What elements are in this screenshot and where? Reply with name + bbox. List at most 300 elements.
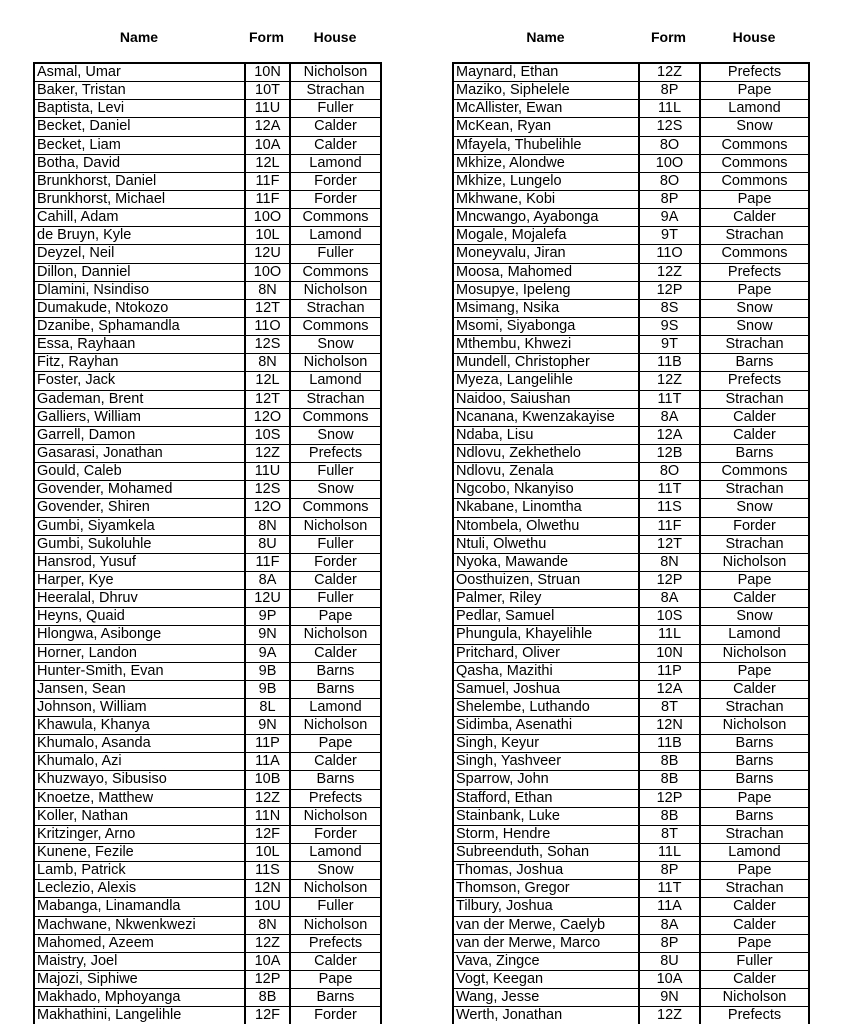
- house-cell: Barns: [699, 735, 808, 752]
- table-row: [454, 264, 808, 282]
- table-row: [454, 82, 808, 100]
- form-cell: 9A: [638, 209, 699, 226]
- student-name-cell: Phungula, Khayelihle: [456, 626, 593, 643]
- student-name-cell: Dzanibe, Sphamandla: [37, 317, 180, 334]
- form-cell: 12N: [244, 880, 289, 897]
- form-cell: 10B: [244, 771, 289, 788]
- student-name-cell: Makhathini, Langelihle: [37, 1007, 182, 1024]
- form-cell: 12P: [638, 790, 699, 807]
- form-cell: 8O: [638, 137, 699, 154]
- form-cell: 8O: [638, 463, 699, 480]
- house-cell: Commons: [289, 499, 380, 516]
- table-row: [454, 917, 808, 935]
- form-cell: 11O: [638, 245, 699, 262]
- house-cell: Calder: [289, 572, 380, 589]
- form-cell: 10S: [638, 608, 699, 625]
- house-cell: Commons: [699, 245, 808, 262]
- student-name-cell: Knoetze, Matthew: [37, 789, 154, 806]
- table-row: [35, 626, 380, 644]
- house-cell: Snow: [289, 336, 380, 353]
- column-header-form: Form: [249, 29, 284, 45]
- house-cell: Prefects: [289, 445, 380, 462]
- house-cell: Strachan: [289, 82, 380, 99]
- form-cell: 12S: [638, 118, 699, 135]
- house-cell: Nicholson: [699, 717, 808, 734]
- student-name-cell: Gumbi, Sukoluhle: [37, 535, 152, 552]
- table-row: [454, 518, 808, 536]
- form-cell: 8B: [638, 753, 699, 770]
- student-name-cell: Thomson, Gregor: [456, 880, 570, 897]
- table-row: [35, 155, 380, 173]
- house-cell: Calder: [699, 409, 808, 426]
- student-name-cell: Sidimba, Asenathi: [456, 717, 573, 734]
- house-cell: Pape: [699, 935, 808, 952]
- house-cell: Calder: [699, 209, 808, 226]
- form-cell: 12Z: [638, 264, 699, 281]
- form-cell: 11L: [638, 100, 699, 117]
- form-cell: 11B: [638, 735, 699, 752]
- student-name-cell: Hansrod, Yusuf: [37, 553, 136, 570]
- house-cell: Forder: [289, 1007, 380, 1024]
- table-row: [454, 427, 808, 445]
- form-cell: 12B: [638, 445, 699, 462]
- student-name-cell: Myeza, Langelihle: [456, 372, 573, 389]
- form-cell: 12F: [244, 826, 289, 843]
- form-cell: 11B: [638, 354, 699, 371]
- house-cell: Nicholson: [289, 626, 380, 643]
- table-row: [35, 645, 380, 663]
- student-name-cell: Botha, David: [37, 154, 121, 171]
- student-name-cell: Msomi, Siyabonga: [456, 317, 576, 334]
- student-name-cell: Mkhize, Alondwe: [456, 154, 565, 171]
- student-name-cell: Koller, Nathan: [37, 807, 129, 824]
- house-cell: Strachan: [699, 336, 808, 353]
- house-cell: Barns: [289, 663, 380, 680]
- house-cell: Barns: [289, 681, 380, 698]
- student-name-cell: Moosa, Mahomed: [456, 263, 573, 280]
- student-name-cell: Stafford, Ethan: [456, 789, 553, 806]
- student-name-cell: Makhado, Mphoyanga: [37, 989, 181, 1006]
- table-row: [454, 499, 808, 517]
- form-cell: 12S: [244, 336, 289, 353]
- form-cell: 12T: [244, 300, 289, 317]
- form-cell: 12P: [244, 971, 289, 988]
- table-row: [454, 735, 808, 753]
- form-cell: 10N: [244, 64, 289, 81]
- table-row: [454, 1007, 808, 1024]
- house-cell: Commons: [289, 264, 380, 281]
- house-cell: Nicholson: [289, 64, 380, 81]
- student-name-cell: Mabanga, Linamandla: [37, 898, 181, 915]
- form-cell: 8P: [638, 862, 699, 879]
- house-cell: Snow: [699, 608, 808, 625]
- table-row: [35, 173, 380, 191]
- house-cell: Prefects: [699, 1007, 808, 1024]
- student-name-cell: Nkabane, Linomtha: [456, 499, 582, 516]
- house-cell: Fuller: [289, 590, 380, 607]
- column-header-form: Form: [651, 29, 686, 45]
- table-row: [454, 118, 808, 136]
- form-cell: 9T: [638, 336, 699, 353]
- table-row: [35, 590, 380, 608]
- form-cell: 8N: [244, 518, 289, 535]
- student-name-cell: Foster, Jack: [37, 372, 116, 389]
- house-cell: Nicholson: [289, 917, 380, 934]
- house-cell: Nicholson: [699, 645, 808, 662]
- table-row: [454, 409, 808, 427]
- student-name-cell: Ntuli, Olwethu: [456, 535, 547, 552]
- form-cell: 11T: [638, 391, 699, 408]
- student-name-cell: Harper, Kye: [37, 571, 114, 588]
- student-name-cell: Jansen, Sean: [37, 680, 126, 697]
- house-cell: Nicholson: [289, 880, 380, 897]
- student-name-cell: Samuel, Joshua: [456, 680, 560, 697]
- house-cell: Calder: [699, 681, 808, 698]
- form-cell: 8T: [638, 699, 699, 716]
- table-row: [35, 282, 380, 300]
- table-row: [454, 626, 808, 644]
- student-name-cell: van der Merwe, Marco: [456, 934, 601, 951]
- table-row: [35, 880, 380, 898]
- student-name-cell: Brunkhorst, Michael: [37, 190, 166, 207]
- table-row: [35, 808, 380, 826]
- house-cell: Commons: [289, 318, 380, 335]
- table-row: [35, 935, 380, 953]
- table-row: [35, 790, 380, 808]
- table-row: [35, 554, 380, 572]
- left-table-header: [34, 28, 381, 46]
- student-name-cell: Johnson, William: [37, 698, 147, 715]
- form-cell: 9T: [638, 227, 699, 244]
- house-cell: Commons: [699, 463, 808, 480]
- house-cell: Calder: [289, 118, 380, 135]
- house-cell: Lamond: [289, 227, 380, 244]
- table-row: [35, 336, 380, 354]
- student-name-cell: van der Merwe, Caelyb: [456, 916, 606, 933]
- form-cell: 8B: [244, 989, 289, 1006]
- form-cell: 12S: [244, 481, 289, 498]
- table-row: [35, 264, 380, 282]
- table-row: [454, 336, 808, 354]
- form-cell: 8A: [638, 590, 699, 607]
- form-cell: 8N: [244, 282, 289, 299]
- table-row: [454, 608, 808, 626]
- house-cell: Prefects: [699, 64, 808, 81]
- house-cell: Barns: [699, 771, 808, 788]
- table-row: [35, 681, 380, 699]
- house-cell: Calder: [289, 137, 380, 154]
- house-cell: Commons: [699, 137, 808, 154]
- form-cell: 12Z: [244, 935, 289, 952]
- house-cell: Lamond: [289, 155, 380, 172]
- house-cell: Fuller: [289, 898, 380, 915]
- student-name-cell: Singh, Yashveer: [456, 753, 562, 770]
- student-name-cell: Garrell, Damon: [37, 426, 136, 443]
- student-name-cell: Ntombela, Olwethu: [456, 517, 580, 534]
- house-cell: Barns: [699, 445, 808, 462]
- table-row: [35, 245, 380, 263]
- student-name-cell: Ndaba, Lisu: [456, 426, 534, 443]
- form-cell: 8P: [638, 935, 699, 952]
- table-row: [35, 699, 380, 717]
- student-name-cell: Sparrow, John: [456, 771, 549, 788]
- house-cell: Snow: [289, 481, 380, 498]
- form-cell: 9A: [244, 645, 289, 662]
- table-row: [454, 155, 808, 173]
- student-name-cell: Vogt, Keegan: [456, 971, 544, 988]
- house-cell: Forder: [289, 554, 380, 571]
- house-cell: Snow: [289, 427, 380, 444]
- student-name-cell: Ncanana, Kwenzakayise: [456, 408, 615, 425]
- student-name-cell: Gumbi, Siyamkela: [37, 517, 155, 534]
- form-cell: 10L: [244, 844, 289, 861]
- table-row: [35, 100, 380, 118]
- table-row: [454, 463, 808, 481]
- house-cell: Lamond: [289, 844, 380, 861]
- house-cell: Strachan: [289, 300, 380, 317]
- house-cell: Snow: [699, 499, 808, 516]
- table-row: [454, 372, 808, 390]
- student-name-cell: Mogale, Mojalefa: [456, 227, 567, 244]
- student-name-cell: Pritchard, Oliver: [456, 644, 560, 661]
- house-cell: Snow: [699, 300, 808, 317]
- table-row: [454, 826, 808, 844]
- house-cell: Lamond: [699, 626, 808, 643]
- form-cell: 8B: [638, 771, 699, 788]
- house-cell: Forder: [289, 173, 380, 190]
- house-cell: Nicholson: [289, 808, 380, 825]
- house-cell: Strachan: [699, 536, 808, 553]
- form-cell: 12O: [244, 499, 289, 516]
- form-cell: 12P: [638, 572, 699, 589]
- form-cell: 9S: [638, 318, 699, 335]
- table-row: [454, 282, 808, 300]
- house-cell: Strachan: [289, 391, 380, 408]
- student-name-cell: Govender, Shiren: [37, 499, 150, 516]
- house-cell: Fuller: [289, 100, 380, 117]
- form-cell: 12P: [638, 282, 699, 299]
- student-name-cell: Werth, Jonathan: [456, 1007, 563, 1024]
- student-name-cell: Leclezio, Alexis: [37, 880, 137, 897]
- student-name-cell: Mosupye, Ipeleng: [456, 281, 571, 298]
- house-cell: Fuller: [289, 536, 380, 553]
- table-row: [35, 1007, 380, 1024]
- student-name-cell: McKean, Ryan: [456, 118, 552, 135]
- table-row: [454, 862, 808, 880]
- table-row: [35, 427, 380, 445]
- column-header-name: Name: [526, 29, 565, 45]
- form-cell: 8S: [638, 300, 699, 317]
- form-cell: 11F: [244, 554, 289, 571]
- form-cell: 10U: [244, 898, 289, 915]
- form-cell: 11L: [638, 626, 699, 643]
- student-name-cell: Nyoka, Mawande: [456, 553, 569, 570]
- form-cell: 8P: [638, 191, 699, 208]
- table-row: [35, 844, 380, 862]
- table-row: [454, 64, 808, 82]
- student-name-cell: McAllister, Ewan: [456, 100, 563, 117]
- table-row: [454, 137, 808, 155]
- student-name-cell: Lamb, Patrick: [37, 862, 126, 879]
- student-name-cell: Msimang, Nsika: [456, 299, 560, 316]
- form-cell: 11A: [638, 898, 699, 915]
- house-cell: Strachan: [699, 227, 808, 244]
- table-row: [35, 300, 380, 318]
- column-header-house: House: [313, 29, 357, 45]
- student-name-cell: Ndlovu, Zekhethelo: [456, 444, 581, 461]
- table-row: [454, 681, 808, 699]
- table-row: [454, 771, 808, 789]
- student-name-cell: Dumakude, Ntokozo: [37, 299, 169, 316]
- table-row: [35, 917, 380, 935]
- column-header-house: House: [732, 29, 776, 45]
- table-row: [454, 645, 808, 663]
- student-name-cell: Moneyvalu, Jiran: [456, 245, 566, 262]
- house-cell: Snow: [699, 118, 808, 135]
- house-cell: Strachan: [699, 826, 808, 843]
- table-row: [35, 735, 380, 753]
- student-name-cell: Cahill, Adam: [37, 209, 119, 226]
- table-row: [454, 354, 808, 372]
- student-name-cell: Mkhize, Lungelo: [456, 172, 562, 189]
- student-name-cell: Naidoo, Saiushan: [456, 390, 571, 407]
- form-cell: 12Z: [638, 372, 699, 389]
- form-cell: 11N: [244, 808, 289, 825]
- form-cell: 8A: [638, 917, 699, 934]
- student-name-cell: Mfayela, Thubelihle: [456, 136, 582, 153]
- house-cell: Prefects: [289, 935, 380, 952]
- table-row: [454, 318, 808, 336]
- student-name-cell: Khumalo, Azi: [37, 753, 122, 770]
- house-cell: Prefects: [699, 372, 808, 389]
- student-name-cell: Khawula, Khanya: [37, 717, 150, 734]
- house-cell: Barns: [699, 753, 808, 770]
- table-row: [454, 227, 808, 245]
- house-cell: Barns: [699, 808, 808, 825]
- student-name-cell: Mthembu, Khwezi: [456, 336, 572, 353]
- house-cell: Nicholson: [699, 989, 808, 1006]
- table-row: [35, 209, 380, 227]
- form-cell: 10N: [638, 645, 699, 662]
- house-cell: Forder: [289, 191, 380, 208]
- student-name-cell: Majozi, Siphiwe: [37, 971, 138, 988]
- form-cell: 8O: [638, 173, 699, 190]
- table-row: [35, 608, 380, 626]
- table-row: [35, 191, 380, 209]
- house-cell: Fuller: [699, 953, 808, 970]
- form-cell: 11F: [638, 518, 699, 535]
- house-cell: Nicholson: [289, 354, 380, 371]
- table-row: [35, 499, 380, 517]
- table-row: [35, 971, 380, 989]
- form-cell: 10O: [244, 209, 289, 226]
- table-row: [454, 663, 808, 681]
- house-cell: Lamond: [699, 100, 808, 117]
- form-cell: 9N: [244, 717, 289, 734]
- form-cell: 11F: [244, 173, 289, 190]
- table-row: [35, 572, 380, 590]
- student-name-cell: Subreenduth, Sohan: [456, 844, 590, 861]
- form-cell: 11A: [244, 753, 289, 770]
- house-cell: Prefects: [699, 264, 808, 281]
- table-row: [454, 245, 808, 263]
- student-name-cell: Becket, Liam: [37, 136, 121, 153]
- house-cell: Calder: [289, 953, 380, 970]
- house-cell: Strachan: [699, 699, 808, 716]
- house-cell: Pape: [699, 282, 808, 299]
- table-row: [35, 82, 380, 100]
- house-cell: Prefects: [289, 790, 380, 807]
- right-table-header: [453, 28, 809, 46]
- house-cell: Nicholson: [289, 518, 380, 535]
- form-cell: 12T: [244, 391, 289, 408]
- student-name-cell: Gasarasi, Jonathan: [37, 444, 163, 461]
- house-cell: Pape: [699, 790, 808, 807]
- house-cell: Calder: [699, 898, 808, 915]
- table-row: [35, 227, 380, 245]
- student-name-cell: Wang, Jesse: [456, 989, 540, 1006]
- table-row: [454, 100, 808, 118]
- house-cell: Pape: [699, 663, 808, 680]
- student-name-cell: Deyzel, Neil: [37, 245, 115, 262]
- form-cell: 8U: [244, 536, 289, 553]
- house-cell: Lamond: [289, 699, 380, 716]
- form-cell: 9N: [638, 989, 699, 1006]
- table-row: [35, 753, 380, 771]
- house-cell: Nicholson: [289, 717, 380, 734]
- table-row: [454, 300, 808, 318]
- student-name-cell: Hunter-Smith, Evan: [37, 662, 164, 679]
- table-row: [454, 935, 808, 953]
- form-cell: 12Z: [244, 445, 289, 462]
- house-cell: Forder: [289, 826, 380, 843]
- house-cell: Calder: [699, 427, 808, 444]
- table-row: [454, 391, 808, 409]
- table-row: [454, 590, 808, 608]
- form-cell: 10A: [244, 137, 289, 154]
- student-name-cell: Baptista, Levi: [37, 100, 125, 117]
- house-cell: Strachan: [699, 391, 808, 408]
- form-cell: 11S: [638, 499, 699, 516]
- right-roster-table: [452, 62, 810, 1024]
- student-name-cell: Maziko, Siphelele: [456, 82, 570, 99]
- table-row: [454, 481, 808, 499]
- form-cell: 9B: [244, 663, 289, 680]
- table-row: [35, 137, 380, 155]
- student-name-cell: Storm, Hendre: [456, 825, 551, 842]
- house-cell: Pape: [699, 82, 808, 99]
- table-row: [35, 463, 380, 481]
- table-row: [454, 808, 808, 826]
- form-cell: 10L: [244, 227, 289, 244]
- student-name-cell: Essa, Rayhaan: [37, 336, 136, 353]
- house-cell: Pape: [289, 735, 380, 752]
- table-row: [35, 862, 380, 880]
- student-name-cell: Mundell, Christopher: [456, 354, 590, 371]
- table-row: [454, 554, 808, 572]
- house-cell: Commons: [289, 409, 380, 426]
- table-row: [35, 826, 380, 844]
- student-name-cell: Horner, Landon: [37, 644, 137, 661]
- house-cell: Barns: [289, 989, 380, 1006]
- house-cell: Barns: [289, 771, 380, 788]
- form-cell: 8P: [638, 82, 699, 99]
- house-cell: Strachan: [699, 481, 808, 498]
- table-row: [35, 771, 380, 789]
- table-row: [35, 953, 380, 971]
- house-cell: Pape: [699, 862, 808, 879]
- student-name-cell: Stainbank, Luke: [456, 807, 560, 824]
